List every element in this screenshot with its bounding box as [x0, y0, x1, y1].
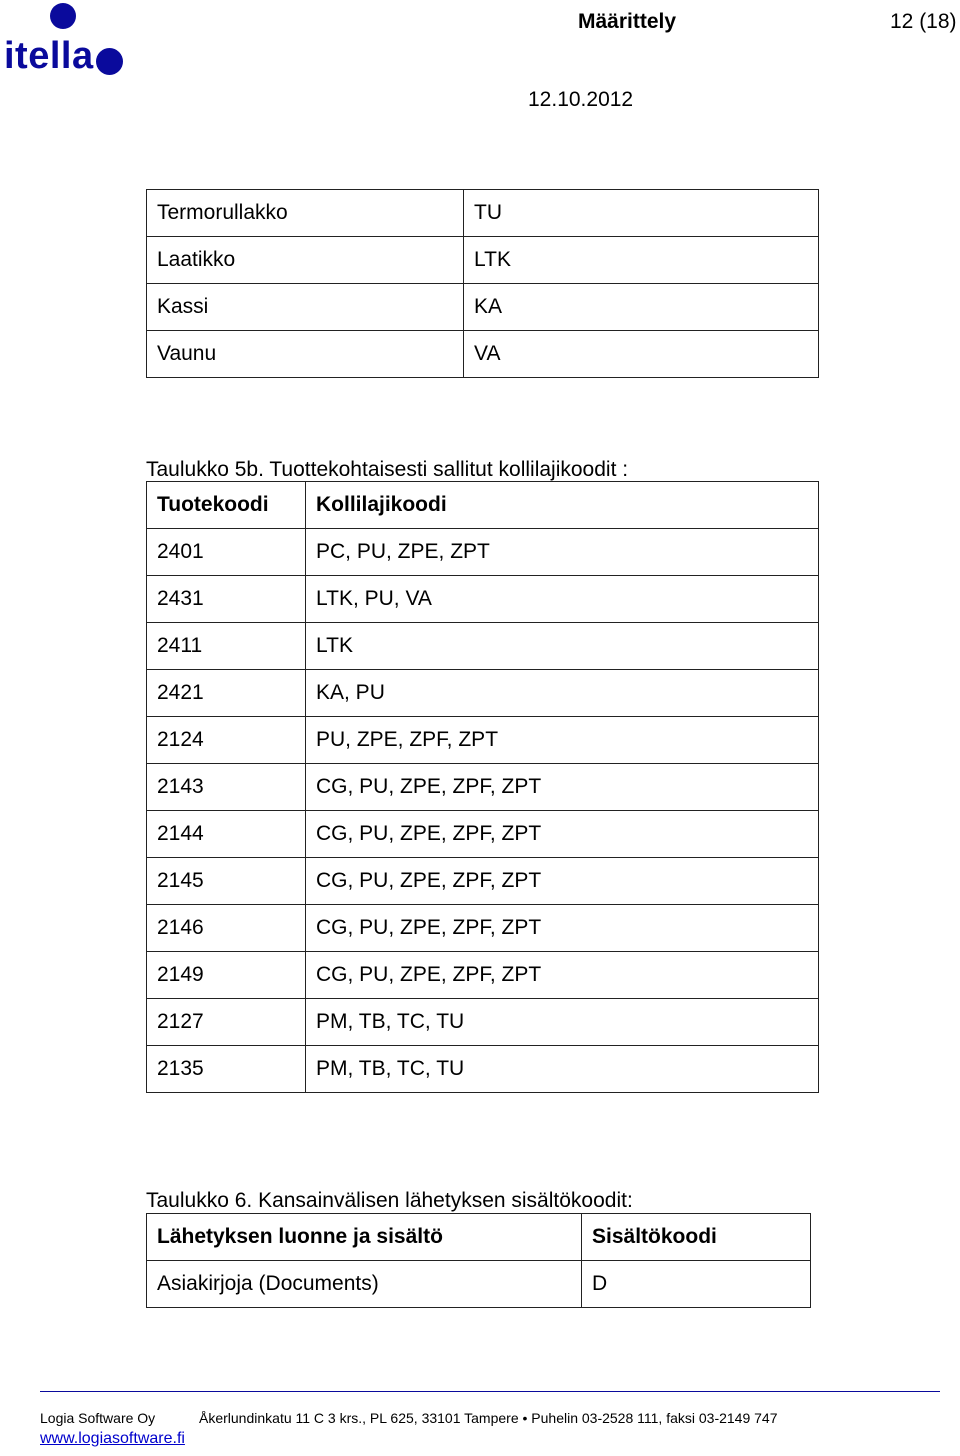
table-cell: Kassi — [147, 284, 464, 331]
document-date: 12.10.2012 — [528, 88, 634, 111]
table-cell: D — [582, 1261, 811, 1308]
content-codes-table — [146, 1213, 811, 1308]
table-row — [147, 237, 819, 284]
column-header: Kollilajikoodi — [306, 482, 819, 529]
table-cell: CG, PU, ZPE, ZPF, ZPT — [306, 905, 819, 952]
table-cell: KA, PU — [306, 670, 819, 717]
table-row — [147, 764, 819, 811]
itella-logo: itella — [4, 35, 94, 77]
table-header-row — [147, 482, 819, 529]
column-header: Lähetyksen luonne ja sisältö — [147, 1214, 582, 1261]
table-cell: CG, PU, ZPE, ZPF, ZPT — [306, 952, 819, 999]
table-row — [147, 811, 819, 858]
table-cell: 2143 — [147, 764, 306, 811]
table-row — [147, 576, 819, 623]
table-row — [147, 623, 819, 670]
table-cell: LTK, PU, VA — [306, 576, 819, 623]
table-cell: 2145 — [147, 858, 306, 905]
table-cell: LTK — [464, 237, 819, 284]
table-cell: 2421 — [147, 670, 306, 717]
table-row — [147, 858, 819, 905]
logo-dot — [50, 3, 76, 29]
table-caption: Taulukko 5b. Tuottekohtaisesti sallitut kollilajikoodit : — [146, 458, 629, 481]
table-row — [147, 284, 819, 331]
table-row — [147, 331, 819, 378]
table-cell: LTK — [306, 623, 819, 670]
table-cell: 2127 — [147, 999, 306, 1046]
table-cell: 2124 — [147, 717, 306, 764]
table-header-row — [147, 1214, 811, 1261]
column-header: Sisältökoodi — [582, 1214, 811, 1261]
table-row — [147, 1261, 811, 1308]
table-cell: Vaunu — [147, 331, 464, 378]
package-type-table — [146, 189, 819, 378]
document-title: Määrittely — [578, 10, 677, 33]
table-row — [147, 190, 819, 237]
table-cell: 2411 — [147, 623, 306, 670]
table-cell: Termorullakko — [147, 190, 464, 237]
table-row — [147, 905, 819, 952]
table-cell: 2431 — [147, 576, 306, 623]
table-row — [147, 999, 819, 1046]
table-cell: Asiakirjoja (Documents) — [147, 1261, 582, 1308]
table-cell: CG, PU, ZPE, ZPF, ZPT — [306, 764, 819, 811]
table-cell: 2135 — [147, 1046, 306, 1093]
table-cell: VA — [464, 331, 819, 378]
table-row — [147, 529, 819, 576]
table-row — [147, 670, 819, 717]
table-cell: TU — [464, 190, 819, 237]
footer-divider — [40, 1391, 940, 1392]
logo-dot — [96, 48, 123, 75]
table-cell: CG, PU, ZPE, ZPF, ZPT — [306, 811, 819, 858]
column-header: Tuotekoodi — [147, 482, 306, 529]
table-row — [147, 952, 819, 999]
table-cell: KA — [464, 284, 819, 331]
table-cell: PU, ZPE, ZPF, ZPT — [306, 717, 819, 764]
table-cell: PC, PU, ZPE, ZPT — [306, 529, 819, 576]
table-cell: 2144 — [147, 811, 306, 858]
product-package-codes-table — [146, 481, 819, 1093]
footer-website-link[interactable]: www.logiasoftware.fi — [40, 1430, 185, 1447]
page-number: 12 (18) — [890, 10, 957, 33]
table-cell: 2146 — [147, 905, 306, 952]
table-cell: Laatikko — [147, 237, 464, 284]
table-caption: Taulukko 6. Kansainvälisen lähetyksen sisältökoodit: — [146, 1189, 633, 1212]
footer-company: Logia Software Oy — [40, 1410, 156, 1426]
table-cell: CG, PU, ZPE, ZPF, ZPT — [306, 858, 819, 905]
table-cell: PM, TB, TC, TU — [306, 1046, 819, 1093]
table-row — [147, 1046, 819, 1093]
table-cell: 2149 — [147, 952, 306, 999]
table-cell: PM, TB, TC, TU — [306, 999, 819, 1046]
footer-address: Åkerlundinkatu 11 C 3 krs., PL 625, 33101 Tampere • Puhelin 03-2528 111, faksi 03-2149 747 — [199, 1410, 778, 1426]
table-cell: 2401 — [147, 529, 306, 576]
table-row — [147, 717, 819, 764]
